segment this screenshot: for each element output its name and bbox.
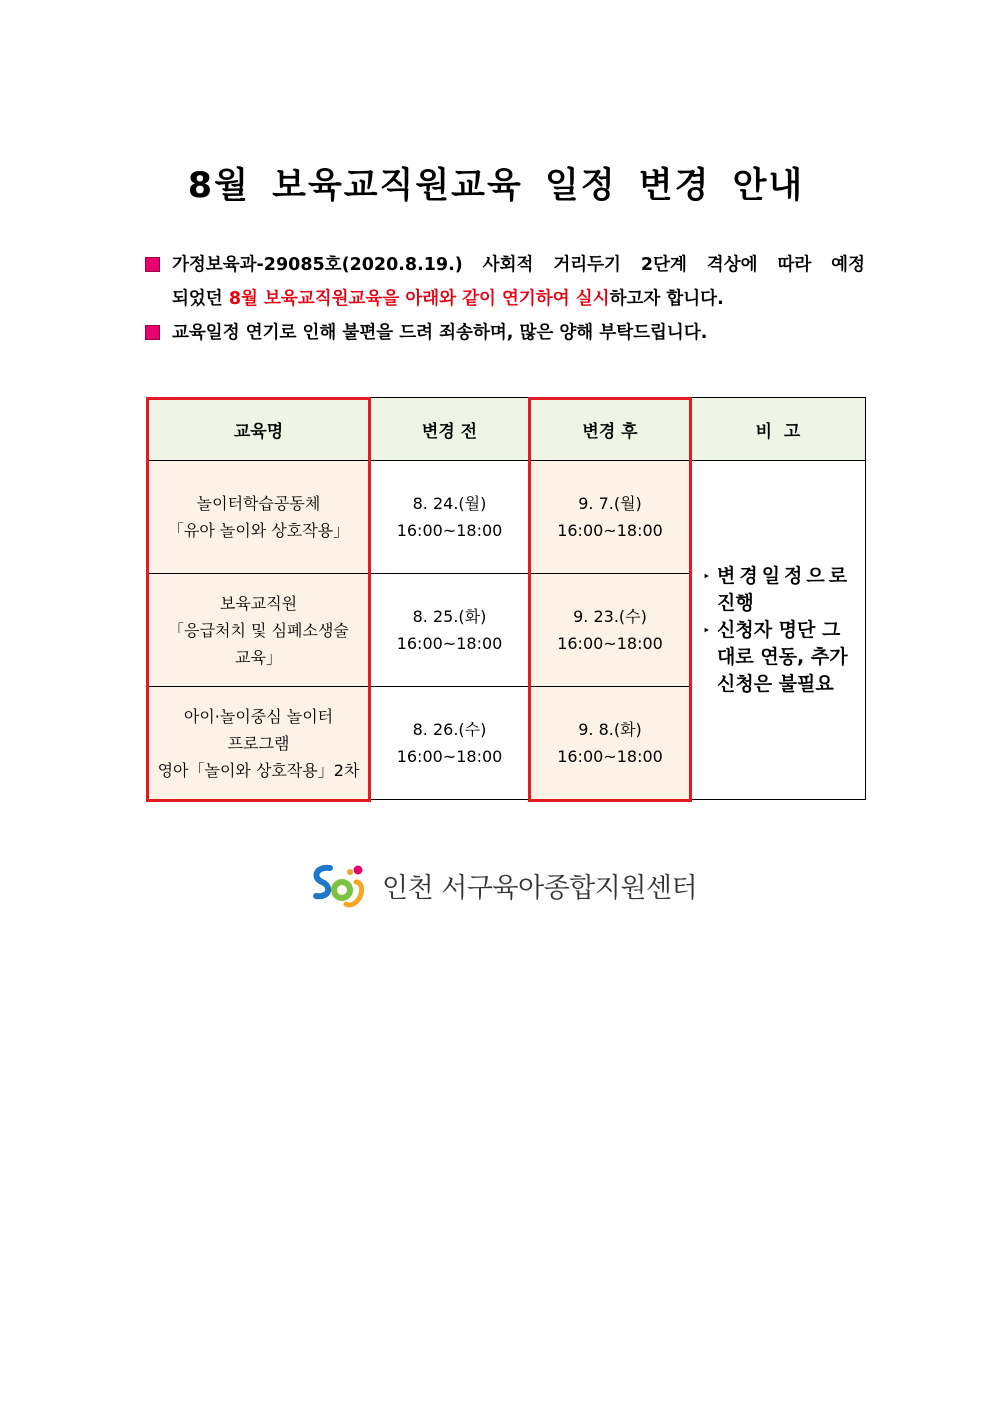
remark-item-2 bbox=[703, 617, 859, 644]
course-name-cell bbox=[148, 687, 370, 800]
bullet-2-text: 교육일정 연기로 인해 불편을 드려 죄송하며, 많은 양해 부탁드립니다. bbox=[172, 323, 708, 343]
course-name-line: 놀이터학습공동체 bbox=[196, 494, 321, 513]
bullet-square-icon bbox=[145, 257, 160, 272]
remark-text: 진행 bbox=[717, 591, 754, 614]
organization-logo bbox=[308, 860, 697, 910]
header-remark-text: 비 고 bbox=[755, 421, 801, 442]
remark-text: 신청자 명단 그 bbox=[717, 618, 841, 641]
course-name-line: 교육」 bbox=[235, 647, 282, 667]
bullet-1-line-2 bbox=[145, 282, 865, 316]
after-time: 16:00~18:00 bbox=[557, 521, 663, 540]
course-name-cell bbox=[148, 461, 370, 574]
course-name-cell bbox=[148, 574, 370, 687]
page-title: 8월 보육교직원교육 일정 변경 안내 bbox=[187, 166, 805, 206]
table-row bbox=[148, 461, 866, 574]
course-name-line: 아이·놀이중심 놀이터 bbox=[183, 706, 334, 726]
after-date-cell bbox=[530, 574, 691, 687]
before-date: 8. 24.(월) bbox=[412, 494, 487, 513]
before-date-cell bbox=[370, 687, 530, 800]
course-name-line: 「유아 놀이와 상호작용」 bbox=[167, 521, 350, 540]
table-header-row bbox=[148, 398, 866, 461]
remark-text: 대로 연동, 추가 bbox=[717, 645, 848, 668]
triangle-bullet-icon: ‣ bbox=[703, 569, 711, 583]
before-time: 16:00~18:00 bbox=[396, 747, 503, 766]
after-date-cell bbox=[530, 461, 691, 574]
header-after: 변경 후 bbox=[530, 398, 691, 461]
before-date: 8. 25.(화) bbox=[412, 607, 487, 626]
before-date: 8. 26.(수) bbox=[412, 720, 487, 739]
remark-text: 신청은 불필요 bbox=[717, 672, 834, 695]
schedule-table bbox=[147, 397, 866, 800]
after-date: 9. 7.(월) bbox=[578, 494, 642, 513]
before-time: 16:00~18:00 bbox=[396, 521, 503, 540]
header-course: 교육명 bbox=[148, 398, 370, 461]
remark-item-2-cont bbox=[703, 644, 859, 671]
remark-text: 변경일정으로 bbox=[717, 564, 852, 587]
course-name-line: 프로그램 bbox=[227, 733, 290, 753]
bullet-square-icon bbox=[145, 325, 160, 340]
remark-item-1 bbox=[703, 563, 859, 590]
bullet-2 bbox=[145, 316, 865, 350]
bullet-1-line-1 bbox=[145, 248, 865, 282]
bullet-1-highlight: 8월 보육교직원교육을 아래와 같이 연기하여 실시 bbox=[228, 289, 610, 309]
header-remark bbox=[691, 398, 866, 461]
remark-item-2-cont bbox=[703, 671, 859, 698]
logo-mark-icon bbox=[308, 860, 370, 910]
remark-cell bbox=[691, 461, 866, 800]
remark-item-1-cont bbox=[703, 590, 859, 617]
before-time: 16:00~18:00 bbox=[396, 634, 503, 653]
header-before: 변경 전 bbox=[370, 398, 530, 461]
course-name-line: 「응급처치 및 심폐소생술 bbox=[168, 620, 349, 640]
after-date: 9. 8.(화) bbox=[578, 720, 642, 739]
before-date-cell bbox=[370, 461, 530, 574]
after-time: 16:00~18:00 bbox=[557, 634, 663, 653]
logo-text: 인천 서구육아종합지원센터 bbox=[382, 872, 698, 904]
bullet-1-text: 가정보육과-29085호(2020.8.19.) 사회적 거리두기 2단계 격상에 따라 예정 bbox=[172, 255, 865, 275]
course-name-line: 영아「놀이와 상호작용」2차 bbox=[157, 760, 360, 780]
bullet-1-text-b: 하고자 합니다. bbox=[609, 289, 724, 309]
after-date: 9. 23.(수) bbox=[573, 607, 647, 626]
bullet-1-text-a: 되었던 bbox=[172, 289, 229, 309]
triangle-bullet-icon: ‣ bbox=[703, 623, 711, 637]
notice-bullets bbox=[145, 248, 865, 350]
after-time: 16:00~18:00 bbox=[557, 747, 663, 766]
before-date-cell bbox=[370, 574, 530, 687]
after-date-cell bbox=[530, 687, 691, 800]
course-name-line: 보육교직원 bbox=[219, 593, 298, 613]
